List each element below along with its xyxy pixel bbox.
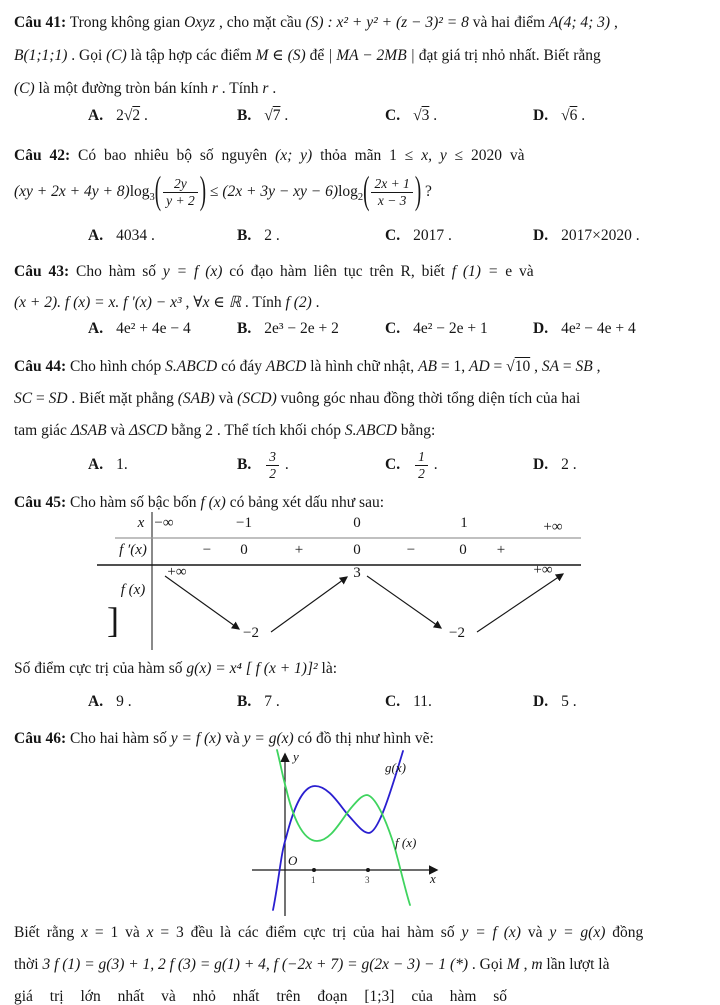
question-44 xyxy=(14,351,712,447)
answers-45 xyxy=(14,693,712,711)
question-42-formula: $(xy + 2x + 4y + 8)\log_3$( $\frac{2y}{y + 2}$ ) ≤ (2x + 3y − xy − $6)\log_2$( $\frac{2x + 1}{x - 3}$ ) ? xyxy=(14,170,432,214)
answer-option-42-D: D. 2017×2020 . xyxy=(533,227,640,244)
arrow-increasing-1 xyxy=(271,577,347,632)
answer-option-44-B: B. $\frac{3}{2}$ . xyxy=(237,448,289,481)
tick-dot-1 xyxy=(312,868,316,872)
answer-option-41-A: A. 2√2 . xyxy=(88,107,148,124)
answer-option-42-C: C. 2017 . xyxy=(385,227,452,244)
graph-canvas xyxy=(225,746,445,922)
arrow-decreasing-1 xyxy=(165,576,239,629)
question-41 xyxy=(14,6,712,105)
g-curve xyxy=(273,751,403,910)
question-46-post-line-3: giá trị lớn nhất và nhỏ nhất trên đoạn [1;3] của hàm số xyxy=(14,988,508,1005)
answer-option-45-A: A. 9 . xyxy=(88,693,132,710)
table-f-value: 3 xyxy=(353,565,361,581)
tick-label-3: 3 xyxy=(365,875,370,885)
question-46-intro: Câu 46: Cho hai hàm số y = f (x) và y = g(x) có đồ thị như hình vẽ: xyxy=(14,730,434,747)
table-x-value: −∞ xyxy=(154,515,174,531)
table-fprime-sign: + xyxy=(496,542,506,558)
question-43-line-2: (x + 2). f (x) = x. f ′(x) − x³ , ∀x ∈ ℝ . Tính f (2) . xyxy=(14,294,320,311)
question-44-line-1: Câu 44: Cho hình chóp S.ABCD có đáy ABCD là hình chữ nhật, AB = 1, AD = √10 , SA = SB , xyxy=(14,358,601,375)
table-f-value: −2 xyxy=(449,625,465,641)
question-45-outro: Số điểm cực trị của hàm số g(x) = x⁴ [ f (x + 1)]² là: xyxy=(14,660,338,677)
answers-43 xyxy=(14,320,712,338)
answer-option-45-C: C. 11. xyxy=(385,693,432,710)
table-f-value: +∞ xyxy=(533,562,553,578)
question-46-post-line-2: thời 3 f (1) = g(3) + 1, 2 f (3) = g(1) + 4, f (−2x + 7) = g(2x − 3) − 1 (*) . Gọi M , m lần lượt là xyxy=(14,956,610,973)
question-46-post xyxy=(14,917,712,1005)
g-curve-label: g(x) xyxy=(385,760,406,775)
question-41-line-3: (C) là một đường tròn bán kính r . Tính r . xyxy=(14,80,277,97)
arrow-decreasing-2 xyxy=(367,576,441,628)
answer-option-45-B: B. 7 . xyxy=(237,693,280,710)
table-fprime-zero: 0 xyxy=(353,542,361,558)
tick-dot-3 xyxy=(366,868,370,872)
variation-table xyxy=(95,512,587,652)
question-44-line-3: tam giác ΔSAB và ΔSCD bằng 2 . Thể tích khối chóp S.ABCD bằng: xyxy=(14,422,436,439)
answer-option-44-A: A. 1. xyxy=(88,456,128,473)
table-fprime-sign: + xyxy=(294,542,304,558)
f-curve-label: f (x) xyxy=(395,835,417,850)
table-fprime-zero: 0 xyxy=(240,542,248,558)
answers-41 xyxy=(14,107,712,125)
question-43-line-1: Câu 43: Cho hàm số y = f (x) có đạo hàm liên tục trên R, biết f (1) = e và xyxy=(14,263,534,280)
stray-bracket: ] xyxy=(107,600,119,640)
table-fprime-header: f ′(x) xyxy=(119,542,147,558)
answer-option-45-D: D. 5 . xyxy=(533,693,577,710)
question-45-intro: Câu 45: Cho hàm số bậc bốn f (x) có bảng xét dấu như sau: xyxy=(14,494,385,511)
answers-42 xyxy=(14,227,712,245)
answer-option-44-D: D. 2 . xyxy=(533,456,577,473)
question-42-line-1: Câu 42: Có bao nhiêu bộ số nguyên (x; y) thỏa mãn 1 ≤ x, y ≤ 2020 và xyxy=(14,147,525,164)
answer-option-41-C: C. √3 . xyxy=(385,107,438,124)
table-x-value: +∞ xyxy=(543,519,563,535)
table-x-header: x xyxy=(137,515,145,531)
question-44-line-2: SC = SD . Biết mặt phẳng (SAB) và (SCD) vuông góc nhau đồng thời tổng diện tích của hai xyxy=(14,390,581,407)
function-graph xyxy=(225,746,445,922)
answer-option-41-B: B. √7 . xyxy=(237,107,289,124)
x-axis-label: x xyxy=(430,871,436,886)
answer-option-43-B: B. 2e³ − 2e + 2 xyxy=(237,320,339,337)
variation-table-lines xyxy=(95,512,587,652)
table-x-value: 0 xyxy=(353,515,361,531)
table-fprime-zero: 0 xyxy=(459,542,467,558)
answer-option-43-D: D. 4e² − 4e + 4 xyxy=(533,320,636,337)
arrow-increasing-2 xyxy=(477,574,563,632)
question-41-line-2: B(1;1;1) . Gọi (C) là tập hợp các điểm M ∈ (S) để | MA − 2MB | đạt giá trị nhỏ nhất. Biết rằng xyxy=(14,47,601,64)
table-x-value: 1 xyxy=(460,515,468,531)
table-fprime-sign: − xyxy=(406,542,416,558)
answer-option-42-A: A. 4034 . xyxy=(88,227,155,244)
tick-label-1: 1 xyxy=(311,875,316,885)
y-axis-label: y xyxy=(293,749,299,764)
answer-option-43-C: C. 4e² − 2e + 1 xyxy=(385,320,488,337)
answer-option-41-D: D. √6 . xyxy=(533,107,586,124)
answers-44 xyxy=(14,445,712,485)
table-f-value: −2 xyxy=(243,625,259,641)
answer-option-44-C: C. $\frac{1}{2}$ . xyxy=(385,448,438,481)
answer-option-42-B: B. 2 . xyxy=(237,227,280,244)
table-f-header: f (x) xyxy=(120,582,146,598)
origin-label: O xyxy=(288,853,298,868)
answer-option-43-A: A. 4e² + 4e − 4 xyxy=(88,320,191,337)
table-f-value: +∞ xyxy=(167,564,187,580)
table-fprime-sign: − xyxy=(202,542,212,558)
question-46-post-line-1: Biết rằng x = 1 và x = 3 đều là các điểm cực trị của hai hàm số y = f (x) và y = g(x) đồng xyxy=(14,924,644,941)
question-41-line-1: Câu 41: Trong không gian Oxyz , cho mặt cầu (S) : x² + y² + (z − 3)² = 8 và hai điểm A(4; 4; 3) , xyxy=(14,14,618,31)
question-43 xyxy=(14,256,712,318)
table-x-value: −1 xyxy=(236,515,252,531)
